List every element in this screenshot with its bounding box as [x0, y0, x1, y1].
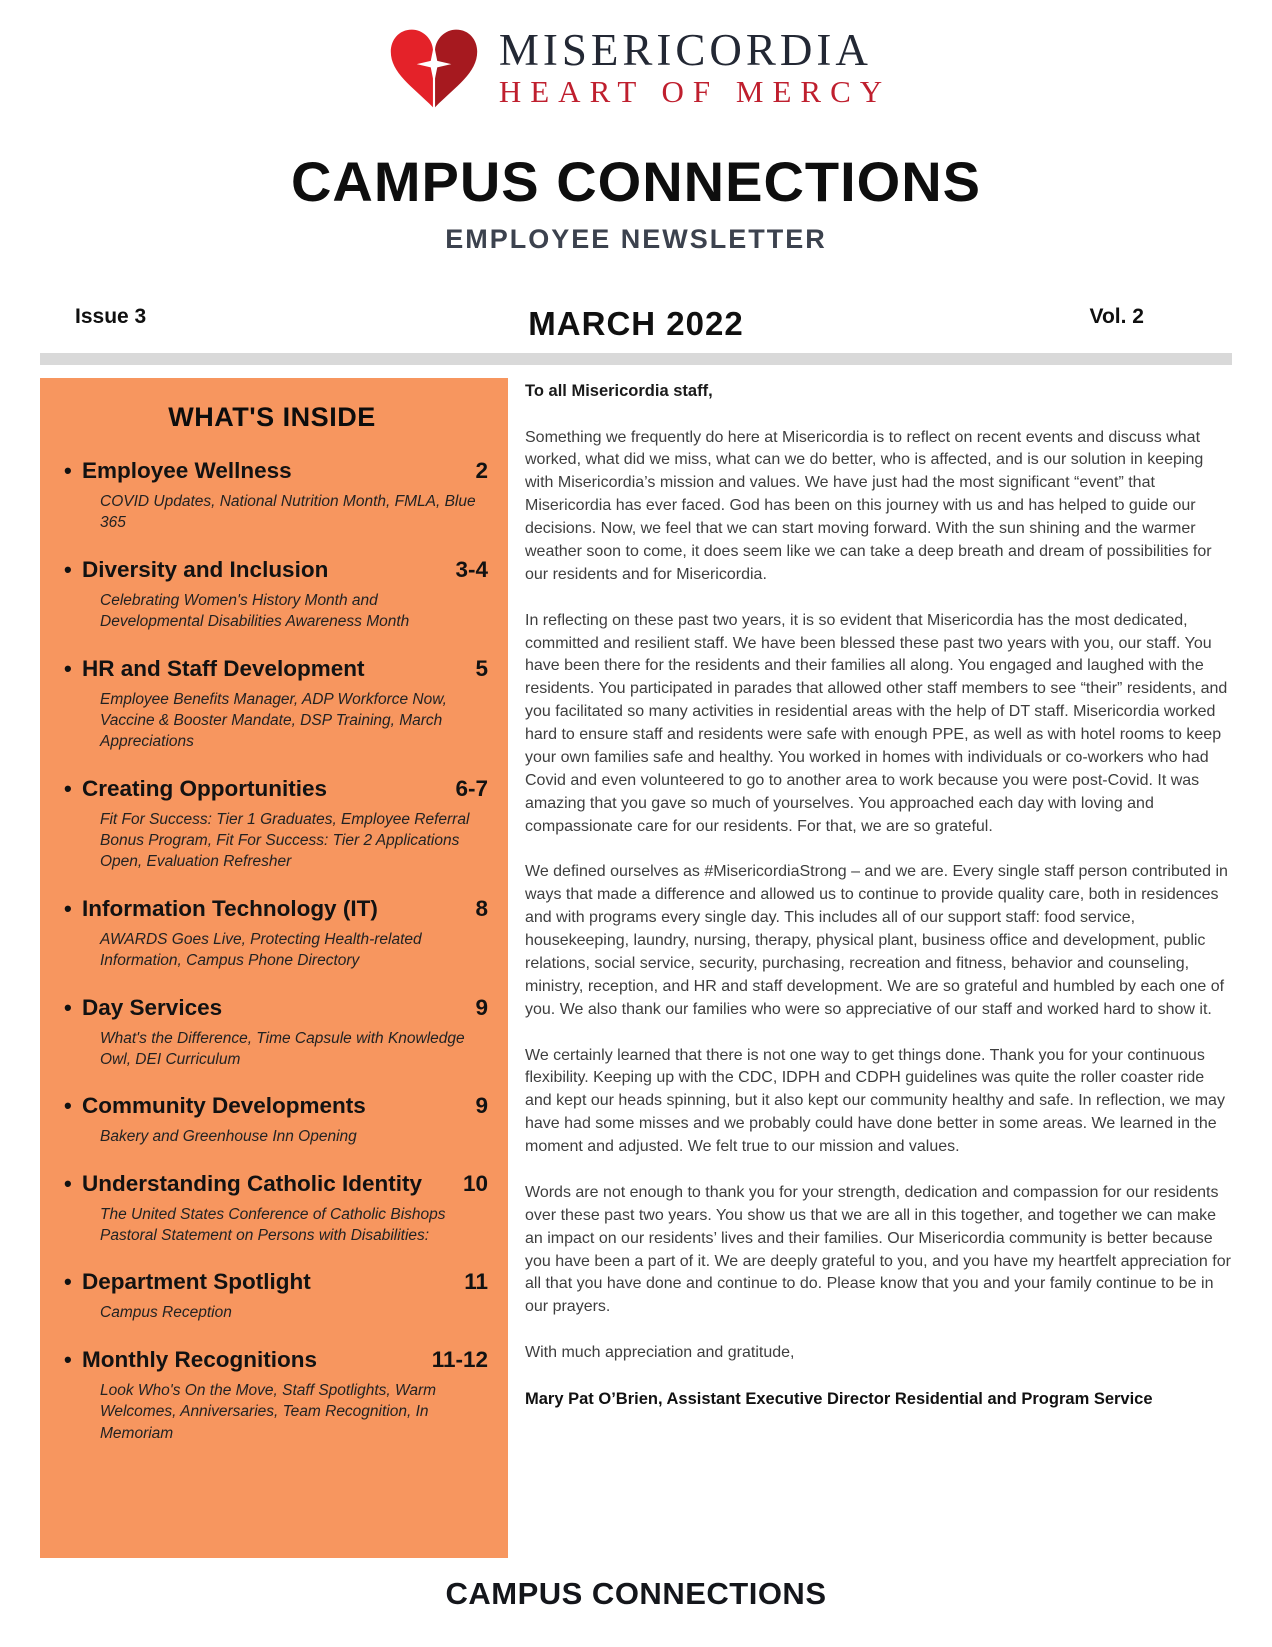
toc-item-topics: Celebrating Women's History Month and Developmental Disabilities Awareness Month — [100, 591, 410, 631]
toc-item-page-number: 11 — [464, 1269, 488, 1295]
toc-item-title: Diversity and Inclusion — [82, 556, 329, 582]
letter-signature: Mary Pat O’Brien, Assistant Executive Director Residential and Program Service — [525, 1390, 1153, 1409]
toc-item-title: Day Services — [82, 994, 223, 1020]
toc-item-topics: Look Who's On the Move, Staff Spotlights, Warm Welcomes, Anniversaries, Team Recognition, In Memoriam — [100, 1381, 437, 1442]
bullet-icon: • — [64, 994, 72, 1020]
toc-item — [56, 655, 488, 753]
bullet-icon: • — [64, 655, 72, 681]
letter-column — [525, 378, 1232, 1558]
toc-item-head — [56, 1170, 488, 1197]
toc-item-head — [56, 895, 488, 922]
footer-title: CAMPUS CONNECTIONS — [445, 1576, 827, 1611]
letter-paragraph: Words are not enough to thank you for your strength, dedication and compassion for our residents over these past two years. You show us that we are all in this together, and together we can make an impact on our residents’ lives and their families. Our Misericordia community is better because you have been a part of it. We are deeply grateful to you, and you have my heartfelt appreciation for all that you have done and continue to do. Please know that you and your family continue to be in our prayers. — [525, 1183, 1231, 1316]
toc-item-title: Monthly Recognitions — [82, 1346, 317, 1372]
toc-item-page-number: 2 — [475, 458, 488, 483]
toc-item — [56, 994, 488, 1071]
bullet-icon: • — [64, 1093, 72, 1119]
divider-bar — [40, 353, 1232, 365]
whats-inside-panel — [40, 378, 508, 1558]
toc-item-head — [56, 994, 488, 1021]
logo — [0, 0, 1272, 116]
toc-item-title: Information Technology (IT) — [82, 895, 378, 921]
letter-salutation: To all Misericordia staff, — [525, 382, 713, 400]
toc-item-title: Creating Opportunities — [82, 775, 328, 801]
toc-item-head — [56, 655, 488, 682]
letter-paragraph: We defined ourselves as #MisericordiaStrong – and we are. Every single staff person contributed in ways that made a difference and allowed us to continue to provide quality care, both in residences and with programs every single day. This includes all of our support staff: food service, housekeeping, laundry, nursing, therapy, physical plant, business office and development, public relations, social service, security, purchasing, recreation and fitness, behavior and counseling, ministry, reception, and HR and staff development. We are so grateful and humbled by each one of you. We also thank our families who were so appreciative of our staff and worked hard to show it. — [525, 863, 1228, 1018]
toc-item-page-number: 3-4 — [455, 556, 488, 582]
toc-item-title: HR and Staff Development — [82, 655, 365, 681]
toc-item-page-number: 10 — [462, 1170, 488, 1196]
toc-item — [56, 1170, 488, 1247]
toc-item-head — [56, 1268, 488, 1295]
bullet-icon: • — [64, 1269, 72, 1295]
letter-paragraph: We certainly learned that there is not one way to get things done. Thank you for your continuous flexibility. Keeping up with the CDC, IDPH and CDPH guidelines was quite the roller coaster ride and kept our heads spinning, but it also kept our community healthy and safe. In reflection, we may have had some misses and we probably could have done better in some areas. We learned in the moment and adjusted. We felt true to our mission and values. — [525, 1046, 1225, 1156]
bullet-icon: • — [64, 458, 72, 483]
toc-item-title: Community Developments — [82, 1093, 366, 1119]
toc-item-head — [56, 1346, 488, 1373]
toc-item — [56, 1346, 488, 1444]
content-columns — [40, 378, 1232, 1558]
toc-item-title: Employee Wellness — [82, 458, 292, 483]
toc-list — [56, 457, 488, 1444]
letter-closing: With much appreciation and gratitude, — [525, 1344, 795, 1362]
toc-item-topics: What's the Difference, Time Capsule with Knowledge Owl, DEI Curriculum — [100, 1029, 465, 1068]
toc-item-page-number: 11-12 — [431, 1346, 488, 1372]
bullet-icon: • — [64, 775, 72, 801]
toc-item — [56, 775, 488, 873]
heart-cross-logo-icon — [381, 20, 487, 116]
bullet-icon: • — [64, 1170, 72, 1196]
newsletter-subtitle: EMPLOYEE NEWSLETTER — [445, 224, 827, 254]
issue-meta-row — [40, 305, 1232, 342]
toc-item — [56, 1268, 488, 1323]
bullet-icon: • — [64, 556, 72, 582]
toc-item — [56, 457, 488, 534]
toc-item-head — [56, 457, 488, 484]
toc-item-page-number: 8 — [475, 895, 488, 921]
toc-item — [56, 1092, 488, 1147]
bullet-icon: • — [64, 1346, 72, 1372]
toc-item-page-number: 9 — [475, 1093, 488, 1119]
logo-wordmark — [499, 27, 891, 108]
toc-item — [56, 556, 488, 633]
newsletter-title: CAMPUS CONNECTIONS — [290, 150, 982, 213]
logo-tagline: HEART OF MERCY — [498, 73, 892, 109]
toc-item — [56, 895, 488, 972]
toc-item-title: Understanding Catholic Identity — [82, 1170, 423, 1196]
toc-item-head — [56, 775, 488, 802]
toc-item-head — [56, 556, 488, 583]
toc-item-topics: Bakery and Greenhouse Inn Opening — [100, 1128, 357, 1146]
volume-label: Vol. 2 — [1089, 305, 1144, 328]
toc-item-topics: Campus Reception — [100, 1304, 232, 1322]
toc-item-topics: The United States Conference of Catholic Bishops Pastoral Statement on Persons with Disabilities: — [100, 1205, 446, 1244]
bullet-icon: • — [64, 895, 72, 921]
toc-item-page-number: 5 — [475, 655, 488, 681]
toc-item-topics: AWARDS Goes Live, Protecting Health-related Information, Campus Phone Directory — [100, 930, 422, 970]
toc-item-title: Department Spotlight — [82, 1269, 311, 1295]
toc-item-topics: Fit For Success: Tier 1 Graduates, Employee Referral Bonus Program, Fit For Success: Tier 2 Applications Open, Evaluation Refresher — [100, 810, 470, 871]
letter-paragraph: In reflecting on these past two years, it is so evident that Misericordia has the most dedicated, committed and resilient staff. We have been blessed these past two years with you, our staff. You have been there for the residents and their families all along. You engaged and laughed with the residents. You participated in parades that allowed other staff members to see “their” residents, and you facilitated so many activities in residential areas with the help of DT staff. Misericordia worked hard to ensure staff and residents were safe with enough PPE, as well as with hotel rooms to keep your own families safe and healthy. You worked in homes with individuals or co-workers who had Covid and even volunteered to go to another area to work because you were post-Covid. It was amazing that you gave so much of yourselves. You approached each day with loving and compassionate care for our residents. For that, we are so grateful. — [525, 611, 1228, 835]
toc-item-topics: Employee Benefits Manager, ADP Workforce Now, Vaccine & Booster Mandate, DSP Training, March Appreciations — [100, 690, 447, 751]
logo-name: MISERICORDIA — [498, 25, 872, 76]
month-label: MARCH 2022 — [528, 305, 744, 342]
toc-item-page-number: 9 — [475, 994, 488, 1020]
letter-paragraph: Something we frequently do here at Misericordia is to reflect on recent events and discuss what worked, what did we miss, what can we do better, who is affected, and is our solution in keeping with Misericordia’s mission and values. We have just had the most significant “event” that Misericordia has ever faced. God has been on this journey with us and has helped to guide our decisions. Now, we feel that we can start moving forward. With the sun shining and the warmer weather soon to come, it does seem like we can take a deep breath and dream of possibilities for our residents and for Misericordia. — [525, 428, 1212, 583]
toc-item-page-number: 6-7 — [455, 775, 488, 801]
toc-item-topics: COVID Updates, National Nutrition Month, FMLA, Blue 365 — [100, 493, 476, 532]
whats-inside-heading: WHAT'S INSIDE — [168, 402, 376, 432]
letter-paragraphs — [525, 427, 1232, 1320]
issue-label: Issue 3 — [75, 305, 147, 328]
toc-item-head — [56, 1092, 488, 1119]
